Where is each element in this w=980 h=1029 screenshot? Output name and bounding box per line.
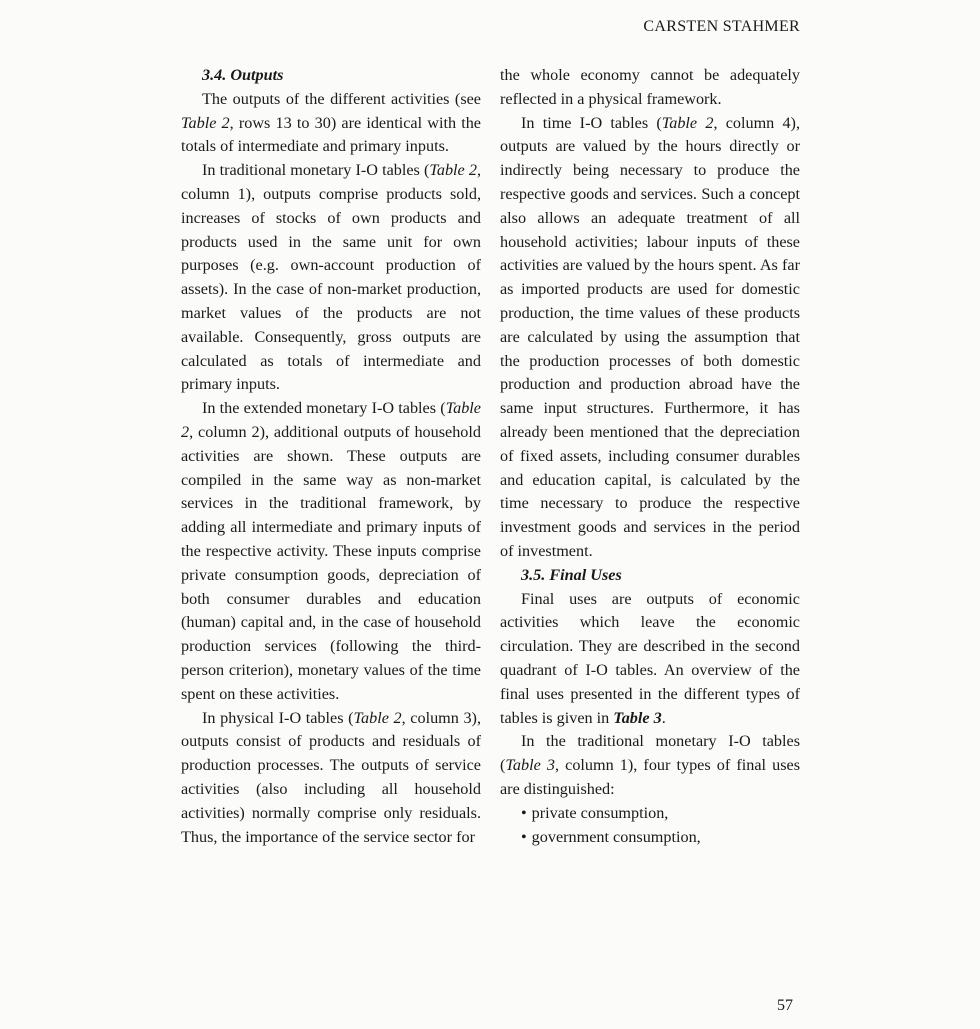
paragraph: In traditional monetary I-O tables (Table 2, column 1), outputs comprise products sold, increases of stocks of own products and products used in the same unit for own purposes (e.g. own-account production of assets). In the case of non-market production, market values of the products are not available. Consequently, gross outputs are calculated as totals of intermediate and primary inputs. [181, 161, 482, 394]
left-column [181, 64, 481, 849]
table-reference: Table 3 [613, 708, 662, 727]
table-reference: Table 2 [661, 113, 714, 132]
paragraph: In the extended monetary I-O tables (Table 2, column 2), additional outputs of household activities are shown. These outputs are compiled in the same way as non-market services in the traditional framework, by adding all intermediate and primary inputs of the respective activity. These inputs comprise private consumption goods, depreciation of both consumer durables and education (human) capital and, in the case of household production services (following the third-person criterion), monetary values of the time spent on these activities. [181, 399, 481, 703]
paragraph: Final uses are outputs of economic activities which leave the economic circulation. They are described in the second quadrant of I-O tables. An overview of the final uses presented in the different types of tables is given in Table 3. [500, 589, 800, 727]
table-reference: Table 2 [429, 161, 477, 180]
table-reference: Table 2 [353, 708, 402, 727]
page-number: 57 [777, 997, 793, 1014]
table-reference: Table 2 [181, 399, 481, 441]
right-column [500, 64, 800, 849]
paragraph: The outputs of the different activities (see Table 2, rows 13 to 30) are identical with the totals of intermediate and primary inputs. [181, 89, 481, 156]
list-item: • private consumption, [521, 802, 800, 826]
section-heading-final-uses: 3.5. Final Uses [521, 565, 622, 584]
table-reference: Table 2 [181, 113, 230, 132]
paragraph: In time I-O tables (Table 2, column 4), outputs are valued by the hours directly or indirectly being necessary to produce the respective goods and services. Such a concept also allows an adequate treatment of all household activities; labour inputs of these activities are valued by the hours spent. As far as imported products are used for domestic production, the time values of these products are calculated by using the assumption that the production processes of both domestic production and production abroad have the same input structures. Furthermore, it has already been mentioned that the depreciation of fixed assets, including consumer durables and education capital, is calculated by the time necessary to produce the respective investment goods and services in the period of investment. [500, 113, 800, 560]
list-item: • government consumption, [521, 826, 800, 850]
section-heading-outputs: 3.4. Outputs [202, 66, 284, 84]
paragraph: In the traditional monetary I-O tables (Table 3, column 1), four types of final uses are distinguished: [500, 732, 801, 798]
paragraph: In physical I-O tables (Table 2, column 3), outputs consist of products and residuals of production processes. The outputs of service activities (also including all household activities) normally comprise only residuals. Thus, the importance of the service sector for [181, 708, 481, 846]
final-uses-list [500, 802, 800, 850]
paragraph-continued: the whole economy cannot be adequately reflected in a physical framework. [500, 66, 800, 108]
running-head: CARSTEN STAHMER [643, 18, 800, 35]
table-reference: Table 3 [505, 756, 555, 775]
